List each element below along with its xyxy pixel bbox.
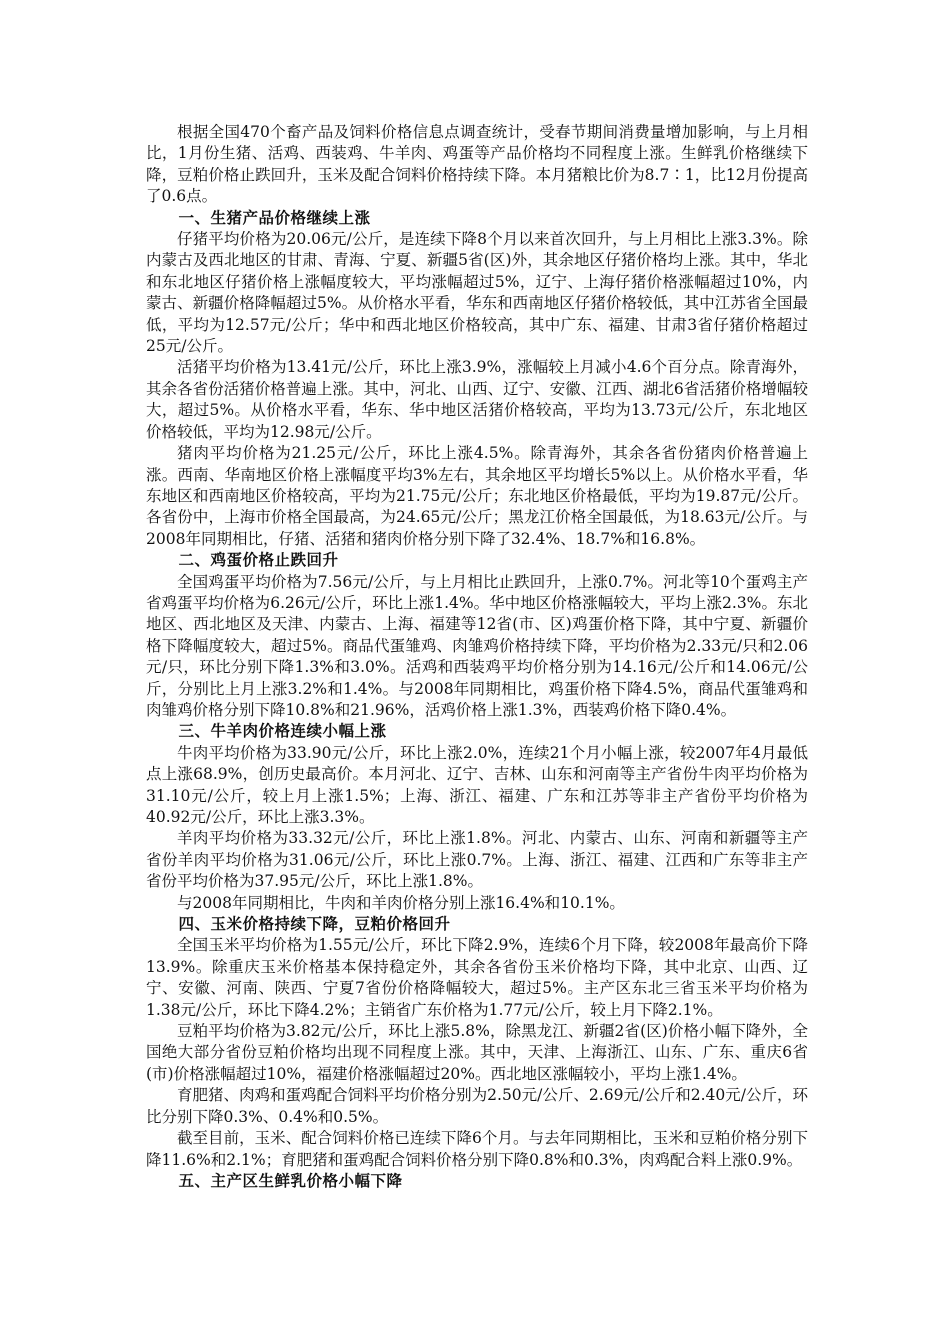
section-heading-3: 三、牛羊肉价格连续小幅上涨 [178,722,387,741]
paragraph: 活猪平均价格为13.41元/公斤，环比上涨3.9%，涨幅较上月减小4.6个百分点。除青海外，其余各省份活猪价格普遍上涨。其中，河北、山西、辽宁、安徽、江西、湖北6省活猪价格增幅较大，超过5%。从价格水平看，华东、华中地区活猪价格较高，平均为13.73元/公斤，东北地区价格较低，平均为12.98元/公斤。 [146,358,808,441]
paragraph: 截至目前，玉米、配合饲料价格已连续下降6个月。与去年同期相比，玉米和豆粕价格分别下降11.6%和2.1%；育肥猪和蛋鸡配合饲料价格分别下降0.8%和0.3%，肉鸡配合料上涨0.9%。 [146,1129,808,1169]
paragraph: 与2008年同期相比，牛肉和羊肉价格分别上涨16.4%和10.1%。 [177,893,625,912]
section-heading-2: 二、鸡蛋价格止跌回升 [178,551,339,570]
paragraph: 牛肉平均价格为33.90元/公斤，环比上涨2.0%，连续21个月小幅上涨，较2007年4月最低点上涨68.9%，创历史最高价。本月河北、辽宁、吉林、山东和河南等主产省份牛肉平均价格为31.10元/公斤，较上月上涨1.5%；上海、浙江、福建、广东和江苏等非主产省份平均价格为40.92元/公斤，环比上涨3.3%。 [146,743,808,826]
section-heading-1: 一、生猪产品价格继续上涨 [178,208,371,227]
intro-paragraph: 根据全国470个畜产品及饲料价格信息点调查统计，受春节期间消费量增加影响，与上月相比，1月份生猪、活鸡、西装鸡、牛羊肉、鸡蛋等产品价格均不同程度上涨。生鲜乳价格继续下降，豆粕价格止跌回升，玉米及配合饲料价格持续下降。本月猪粮比价为8.7∶1，比12月份提高了0.6点。 [146,123,808,206]
paragraph: 育肥猪、肉鸡和蛋鸡配合饲料平均价格分别为2.50元/公斤、2.69元/公斤和2.40元/公斤，环比分别下降0.3%、0.4%和0.5%。 [146,1086,808,1126]
paragraph: 仔猪平均价格为20.06元/公斤，是连续下降8个月以来首次回升，与上月相比上涨3.3%。除内蒙古及西北地区的甘肃、青海、宁夏、新疆5省(区)外，其余地区仔猪价格均上涨。其中，华北和东北地区仔猪价格上涨幅度较大，平均涨幅超过5%，辽宁、上海仔猪价格涨幅超过10%，内蒙古、新疆价格降幅超过5%。从价格水平看，华东和西南地区仔猪价格较低，其中江苏省全国最低，平均为12.57元/公斤；华中和西北地区价格较高，其中广东、福建、甘肃3省仔猪价格超过25元/公斤。 [146,230,808,356]
paragraph: 猪肉平均价格为21.25元/公斤，环比上涨4.5%。除青海外，其余各省份猪肉价格普遍上涨。西南、华南地区价格上涨幅度平均3%左右，其余地区平均增长5%以上。从价格水平看，华东地区和西南地区价格较高，平均为21.75元/公斤；东北地区价格最低，平均为19.87元/公斤。各省份中，上海市价格全国最高，为24.65元/公斤；黑龙江价格全国最低，为18.63元/公斤。与2008年同期相比，仔猪、活猪和猪肉价格分别下降了32.4%、18.7%和16.8%。 [146,444,808,548]
paragraph: 全国玉米平均价格为1.55元/公斤，环比下降2.9%，连续6个月下降，较2008年最高价下降13.9%。除重庆玉米价格基本保持稳定外，其余各省份玉米价格均下降，其中北京、山西、辽宁、安徽、河南、陕西、宁夏7省份价格降幅较大，超过5%。主产区东北三省玉米平均价格为1.38元/公斤，环比下降4.2%；主销省广东价格为1.77元/公斤，较上月下降2.1%。 [146,936,808,1019]
paragraph: 羊肉平均价格为33.32元/公斤，环比上涨1.8%。河北、内蒙古、山东、河南和新疆等主产省份羊肉平均价格为31.06元/公斤，环比上涨0.7%。上海、浙江、福建、江西和广东等非主产省份平均价格为37.95元/公斤，环比上涨1.8%。 [146,829,808,891]
section-heading-5: 五、主产区生鲜乳价格小幅下降 [178,1171,403,1190]
section-heading-4: 四、玉米价格持续下降，豆粕价格回升 [178,915,451,934]
paragraph: 全国鸡蛋平均价格为7.56元/公斤，与上月相比止跌回升，上涨0.7%。河北等10个蛋鸡主产省鸡蛋平均价格为6.26元/公斤，环比上涨1.4%。华中地区价格涨幅较大，平均上涨2.3%。东北地区、西北地区及天津、内蒙古、上海、福建等12省(市、区)鸡蛋价格下降，其中宁夏、新疆价格下降幅度较大，超过5%。商品代蛋雏鸡、肉雏鸡价格持续下降，平均价格为2.33元/只和2.06元/只，环比分别下降1.3%和3.0%。活鸡和西装鸡平均价格分别为14.16元/公斤和14.06元/公斤，分别比上月上涨3.2%和1.4%。与2008年同期相比，鸡蛋价格下降4.5%，商品代蛋雏鸡和肉雏鸡价格分别下降10.8%和21.96%，活鸡价格上涨1.3%，西装鸡价格下降0.4%。 [146,572,808,719]
document-body [146,122,808,1192]
paragraph: 豆粕平均价格为3.82元/公斤，环比上涨5.8%，除黑龙江、新疆2省(区)价格小幅下降外，全国绝大部分省份豆粕价格均出现不同程度上涨。其中，天津、上海浙江、山东、广东、重庆6省(市)价格涨幅超过10%，福建价格涨幅超过20%。西北地区涨幅较小，平均上涨1.4%。 [146,1022,808,1083]
